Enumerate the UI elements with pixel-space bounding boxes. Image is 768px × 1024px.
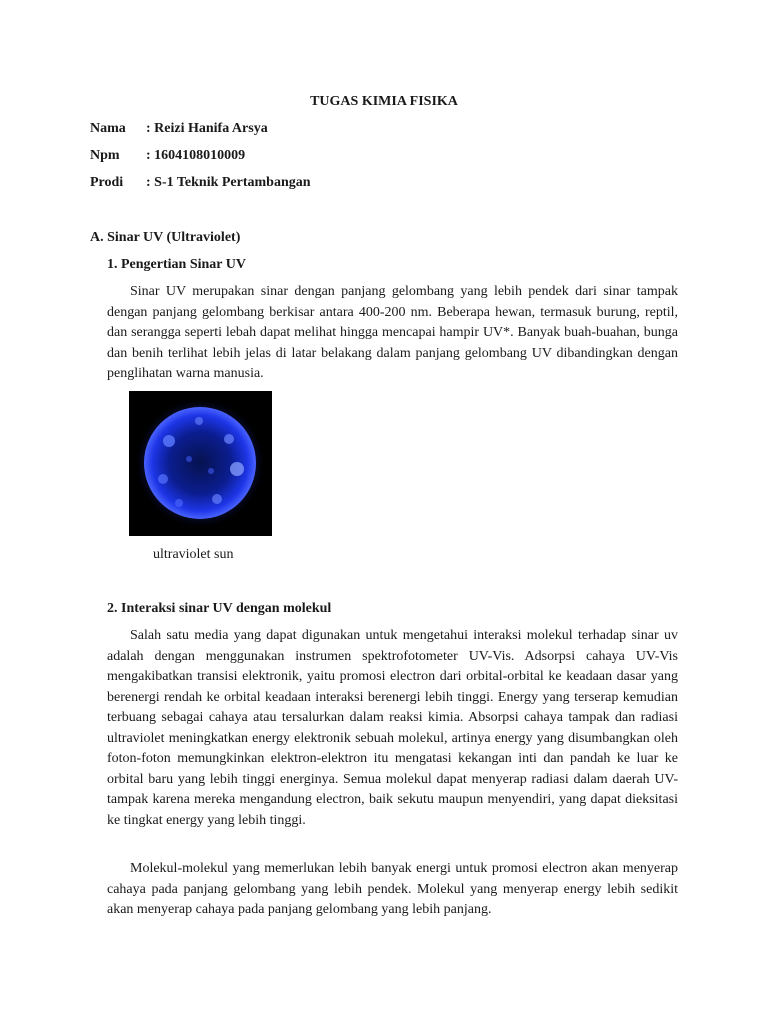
ultraviolet-sun-image xyxy=(129,391,272,536)
paragraph: Salah satu media yang dapat digunakan untuk mengetahui interaksi molekul terhadap sinar uv adalah dengan menggunakan instrumen spektrofotometer UV-Vis. Adsorpsi cahaya UV-Vis mengakibatkan transisi elektronik, yaitu promosi electron dari orbital-orbital ke keadaan dasar yang berenergi rendah ke orbital keadaan interaksi berenergi lebih tinggi. Energy yang terserap kemudian terbuang sebagai cahaya atau tersalurkan dalam reaksi kimia. Absorpsi cahaya tampak dan radiasi ultraviolet meningkatkan energy elektronik sebuah molekul, artinya energy yang disumbangkan oleh foton-foton memungkinkan elektron-elektron itu mengatasi kekangan inti dan pandah ke luar ke orbital baru yang lebih tinggi energinya. Semua molekul dapat menyerap radiasi dalam daerah UV-tampak karena mereka mengandung electron, baik sekutu maupun menyendiri, yang dapat dieksitasi ke tingkat energy yang lebih tinggi. xyxy=(107,628,678,828)
info-row-nama xyxy=(90,121,268,137)
info-row-npm xyxy=(90,148,245,164)
paragraph: Molekul-molekul yang memerlukan lebih banyak energi untuk promosi electron akan menyerap cahaya pada panjang gelombang yang lebih pendek. Molekul yang menyerap energy lebih sedikit akan menyerap cahaya pada panjang gelombang yang lebih panjang. xyxy=(107,861,678,917)
info-value: : 1604108010009 xyxy=(146,148,246,163)
figure-caption: ultraviolet sun xyxy=(153,547,234,562)
info-value: : Reizi Hanifa Arsya xyxy=(146,121,268,136)
info-label: Npm xyxy=(90,148,120,163)
subsection-heading: 2. Interaksi sinar UV dengan molekul xyxy=(107,601,332,616)
document-title: TUGAS KIMIA FISIKA xyxy=(310,94,458,109)
section-heading: A. Sinar UV (Ultraviolet) xyxy=(90,230,241,245)
paragraph: Sinar UV merupakan sinar dengan panjang gelombang yang lebih pendek dari sinar tampak dengan panjang gelombang berkisar antara 400-200 nm. Beberapa hewan, termasuk burung, reptil, dan serangga seperti lebah dapat melihat hingga mencapai hampir UV*. Banyak buah-buahan, bunga dan benih terlihat lebih jelas di latar belakang dalam panjang gelombang UV dibandingkan dengan penglihatan warna manusia. xyxy=(107,284,678,381)
info-label: Nama xyxy=(90,121,126,136)
info-label: Prodi xyxy=(90,175,124,190)
sun-graphic xyxy=(129,391,272,536)
info-row-prodi xyxy=(90,175,311,191)
subsection-heading: 1. Pengertian Sinar UV xyxy=(107,257,246,272)
info-value: : S-1 Teknik Pertambangan xyxy=(146,175,311,190)
